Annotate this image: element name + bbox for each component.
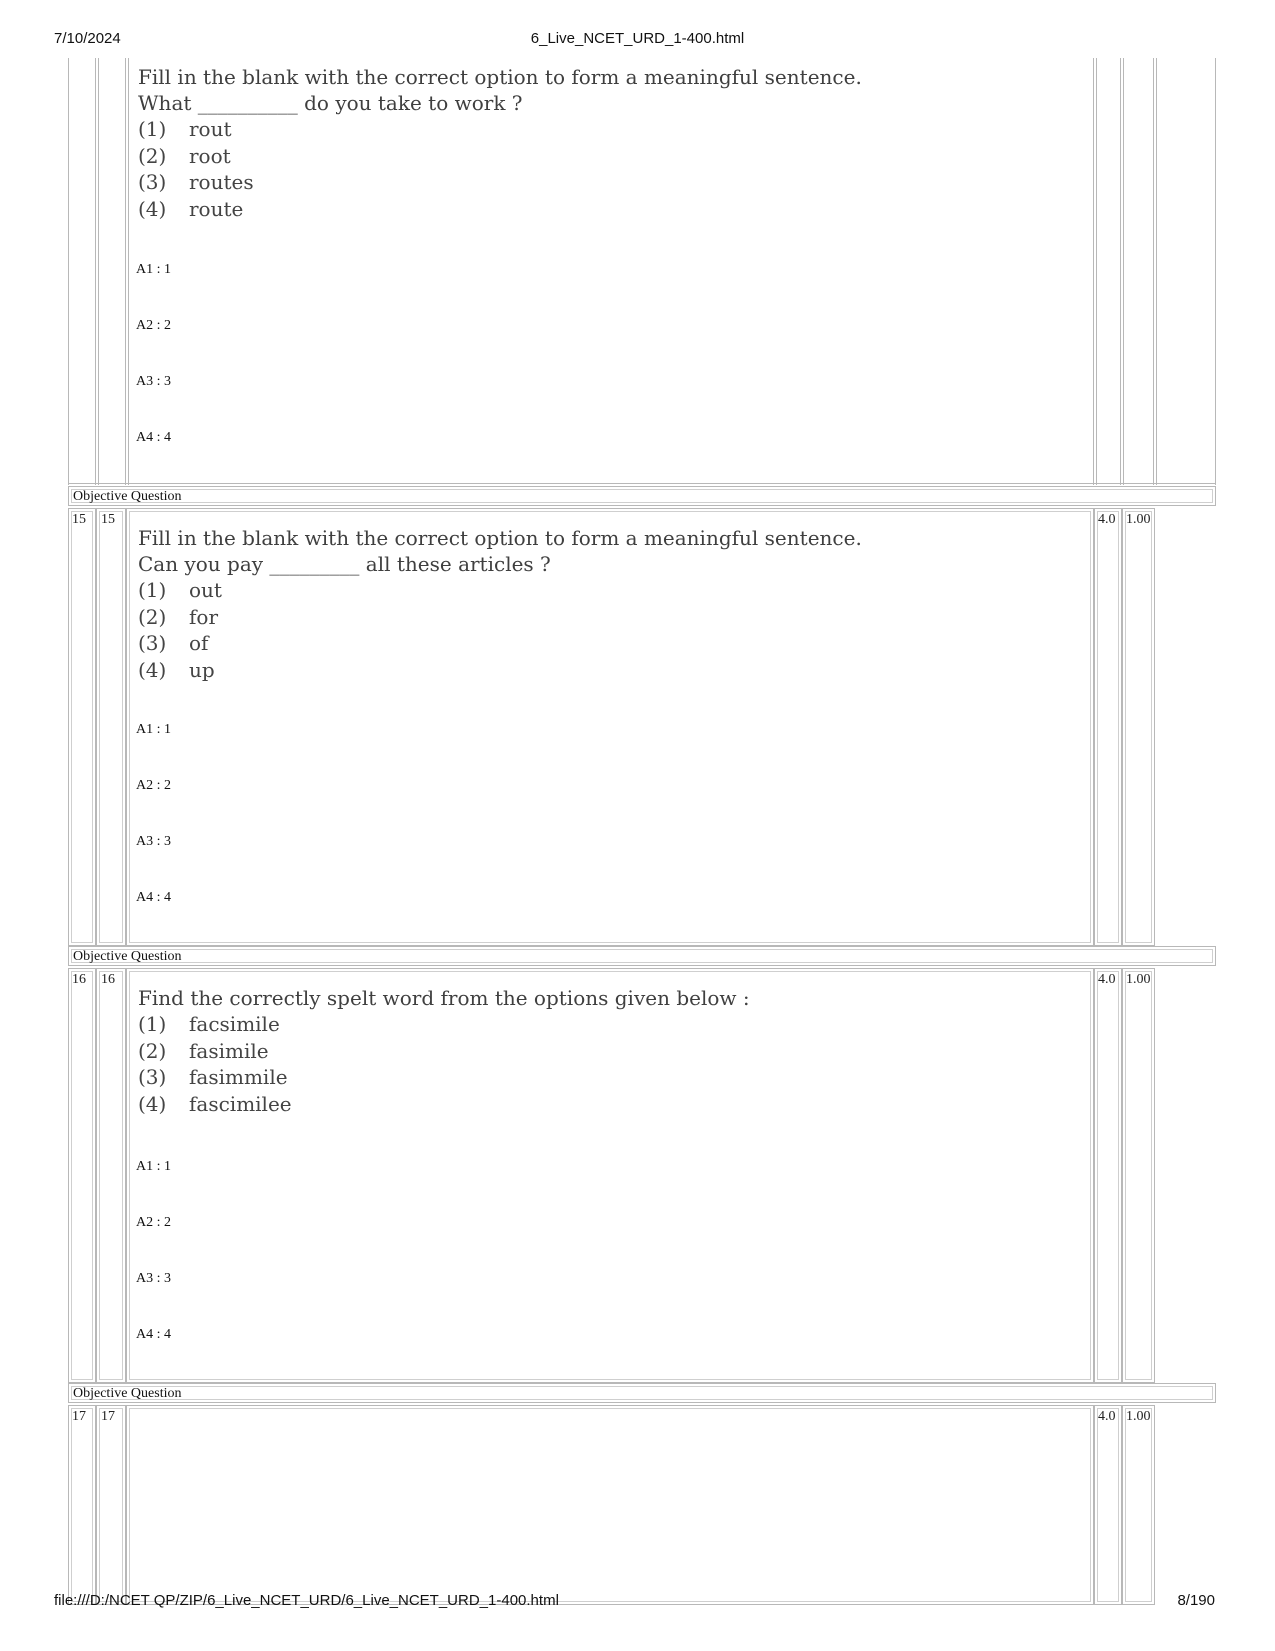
option-number: (3) (138, 170, 167, 194)
print-title: 6_Live_NCET_URD_1-400.html (530, 30, 745, 47)
negative-marks-cell (1122, 508, 1155, 946)
option-text: up (189, 657, 215, 682)
option-4 (138, 657, 1078, 684)
question-instruction: Fill in the blank with the correct option to form a meaningful sentence. (138, 65, 862, 89)
answer-item: A2 : 2 (136, 318, 171, 333)
option-number: (4) (138, 1091, 167, 1116)
marks-cell (1094, 968, 1122, 1383)
option-number: (3) (138, 631, 167, 655)
table-border (1096, 58, 1097, 485)
question-id: 17 (101, 1409, 115, 1424)
option-4 (138, 1091, 1078, 1118)
option-text: fascimilee (189, 1091, 292, 1116)
option-4 (138, 196, 1078, 223)
table-border (98, 58, 99, 485)
answer-list (136, 722, 171, 946)
answer-item: A1 : 1 (136, 1159, 171, 1174)
serial-number: 16 (72, 972, 86, 987)
option-3 (138, 1064, 1078, 1091)
option-3 (138, 630, 1078, 657)
serial-number: 17 (72, 1409, 86, 1424)
print-footer (0, 1592, 1275, 1614)
answer-list (136, 1159, 171, 1383)
option-number: (3) (138, 1065, 167, 1089)
marks-value: 4.0 (1098, 972, 1116, 987)
option-1 (138, 116, 1078, 143)
marks-value: 4.0 (1098, 1409, 1116, 1424)
option-1 (138, 577, 1078, 604)
question-type-label: Objective Question (73, 949, 182, 964)
option-text: out (189, 578, 222, 602)
option-number: (2) (138, 604, 167, 629)
option-2 (138, 1038, 1078, 1065)
question-id-cell (96, 1405, 126, 1605)
question-type-row (68, 486, 1216, 506)
question-instruction: Fill in the blank with the correct option to form a meaningful sentence. (138, 526, 862, 550)
option-number: (1) (138, 578, 167, 602)
answer-item: A4 : 4 (136, 430, 171, 445)
negative-marks-cell (1122, 968, 1155, 1383)
option-number: (4) (138, 657, 167, 682)
negative-marks-value: 1.00 (1126, 512, 1151, 527)
table-border (1123, 58, 1124, 485)
option-2 (138, 604, 1078, 631)
page-number: 8/190 (1177, 1592, 1215, 1609)
table-border (128, 58, 129, 485)
question-content-cell (126, 1405, 1094, 1605)
answer-list (136, 262, 171, 486)
question-text (138, 64, 1078, 222)
table-border (1153, 58, 1154, 485)
option-number: (4) (138, 196, 167, 221)
question-type-label: Objective Question (73, 1386, 182, 1401)
question-instruction: Find the correctly spelt word from the options given below : (138, 986, 750, 1010)
question-sheet (68, 58, 1216, 1590)
negative-marks-cell (1122, 1405, 1155, 1605)
table-border (1093, 58, 1094, 485)
option-number: (1) (138, 1012, 167, 1036)
option-text: root (189, 143, 231, 168)
option-3 (138, 169, 1078, 196)
question-id: 15 (101, 512, 115, 527)
answer-item: A3 : 3 (136, 834, 171, 849)
answer-item: A4 : 4 (136, 890, 171, 905)
option-number: (2) (138, 1038, 167, 1063)
print-header (0, 30, 1275, 52)
option-text: for (189, 604, 219, 629)
marks-cell (1094, 508, 1122, 946)
question-type-label: Objective Question (73, 489, 182, 504)
answer-item: A1 : 1 (136, 722, 171, 737)
answer-item: A1 : 1 (136, 262, 171, 277)
question-sentence: Can you pay _________ all these articles ? (138, 552, 551, 576)
table-border (1215, 58, 1216, 485)
question-text (138, 985, 1078, 1117)
question-sentence: What __________ do you take to work ? (138, 91, 523, 115)
marks-value: 4.0 (1098, 512, 1116, 527)
option-2 (138, 143, 1078, 170)
question-text (138, 525, 1078, 683)
table-border (125, 58, 126, 485)
option-number: (1) (138, 117, 167, 141)
table-border (95, 58, 96, 485)
question-id-cell (96, 968, 126, 1383)
option-1 (138, 1011, 1078, 1038)
option-text: routes (189, 170, 254, 194)
marks-cell (1094, 1405, 1122, 1605)
answer-item: A4 : 4 (136, 1327, 171, 1342)
answer-item: A3 : 3 (136, 1271, 171, 1286)
answer-item: A2 : 2 (136, 778, 171, 793)
question-type-row (68, 1383, 1216, 1403)
negative-marks-value: 1.00 (1126, 972, 1151, 987)
option-text: fasimmile (189, 1065, 288, 1089)
answer-item: A3 : 3 (136, 374, 171, 389)
print-date: 7/10/2024 (54, 30, 121, 47)
serial-number: 15 (72, 512, 86, 527)
negative-marks-value: 1.00 (1126, 1409, 1151, 1424)
table-border (68, 58, 69, 485)
option-text: facsimile (189, 1012, 280, 1036)
file-path: file:///D:/NCET QP/ZIP/6_Live_NCET_URD/6_Live_NCET_URD_1-400.html (54, 1592, 559, 1609)
option-number: (2) (138, 143, 167, 168)
question-id: 16 (101, 972, 115, 987)
option-text: route (189, 196, 244, 221)
table-border (68, 483, 1216, 484)
option-text: of (189, 631, 209, 655)
table-border (1156, 58, 1157, 485)
option-text: rout (189, 117, 232, 141)
option-text: fasimile (189, 1038, 269, 1063)
answer-item: A2 : 2 (136, 1215, 171, 1230)
serial-cell (68, 968, 96, 1383)
question-id-cell (96, 508, 126, 946)
table-border (1120, 58, 1121, 485)
serial-cell (68, 1405, 96, 1605)
serial-cell (68, 508, 96, 946)
question-type-row (68, 946, 1216, 966)
